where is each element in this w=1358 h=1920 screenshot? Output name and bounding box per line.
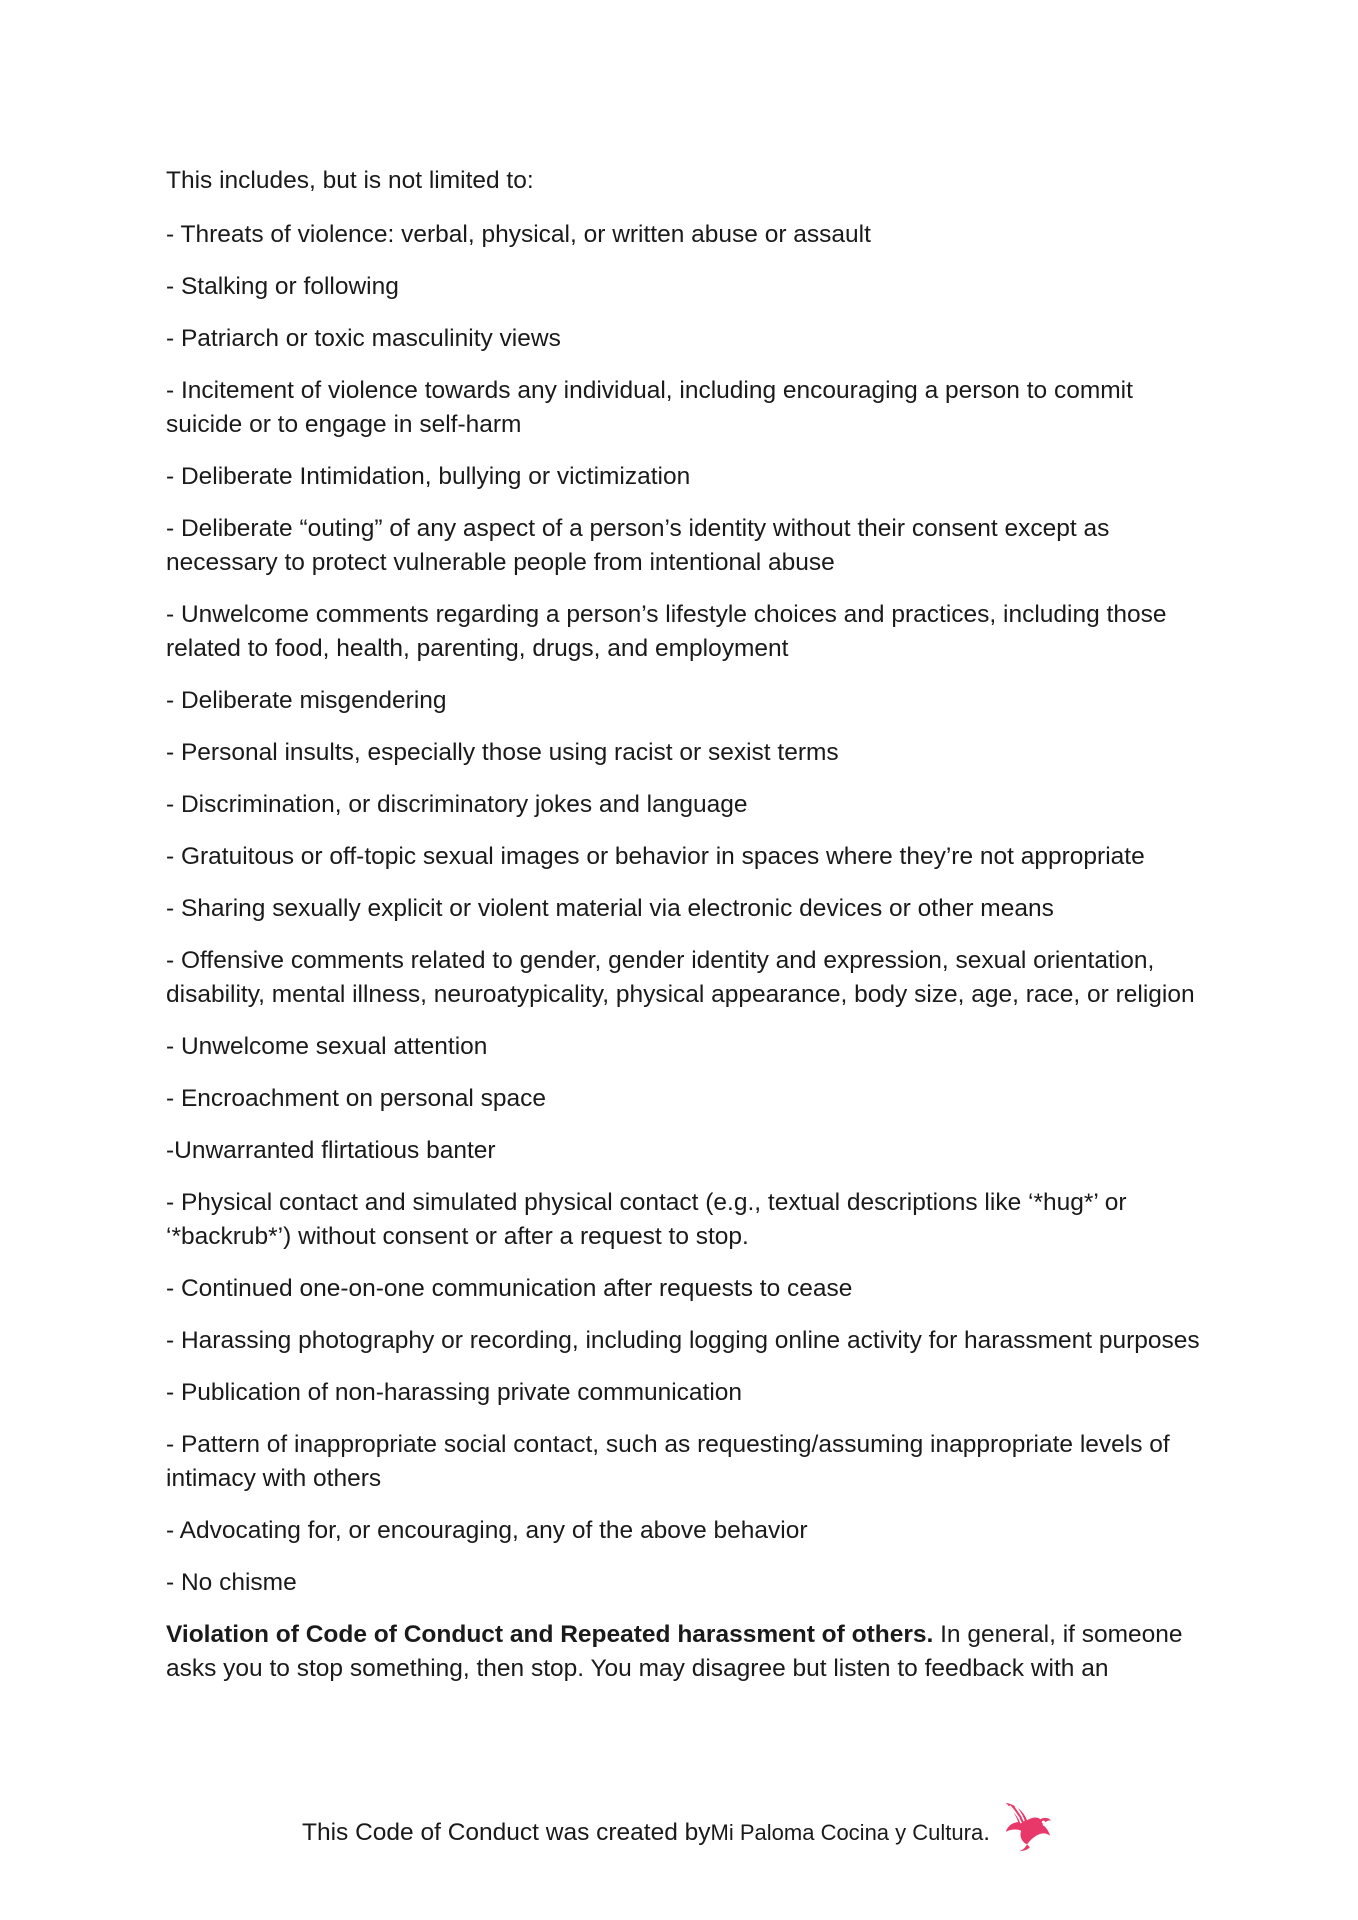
list-item: - No chisme	[166, 1569, 297, 1596]
footer-prefix: This Code of Conduct was created by	[301, 1819, 711, 1846]
violation-heading: Violation of Code of Conduct and Repeated harassment of others.	[166, 1621, 934, 1648]
page-footer	[0, 1808, 1358, 1858]
list-item: - Encroachment on personal space	[166, 1085, 546, 1112]
list-item: - Continued one-on-one communication after requests to cease	[166, 1275, 853, 1302]
list-item: - Personal insults, especially those using racist or sexist terms	[166, 739, 839, 766]
footer-org-name: Mi Paloma Cocina y Cultura	[710, 1820, 984, 1845]
list-item: - Threats of violence: verbal, physical, or written abuse or assault	[166, 221, 871, 248]
list-item: - Harassing photography or recording, including logging online activity for harassment purposes	[166, 1327, 1200, 1354]
footer-suffix: .	[983, 1819, 991, 1846]
list-item: - Unwelcome comments regarding a person’s lifestyle choices and practices, including those related to food, health, parenting, drugs, and employment	[166, 601, 1167, 662]
list-item: - Sharing sexually explicit or violent material via electronic devices or other means	[166, 895, 1054, 922]
list-item: - Incitement of violence towards any individual, including encouraging a person to commit suicide or to engage in self-harm	[166, 377, 1133, 438]
list-item: - Pattern of inappropriate social contact, such as requesting/assuming inappropriate levels of intimacy with others	[166, 1431, 1170, 1492]
violation-paragraph	[166, 1618, 1206, 1686]
list-item: - Discrimination, or discriminatory jokes and language	[166, 791, 748, 818]
list-item: -Unwarranted flirtatious banter	[166, 1137, 496, 1164]
list-item: - Offensive comments related to gender, gender identity and expression, sexual orientation, disability, mental illness, neuroatypicality, physical appearance, body size, age, race, or religion	[166, 947, 1195, 1008]
list-item: - Deliberate Intimidation, bullying or victimization	[166, 463, 691, 490]
conduct-list	[166, 218, 1206, 1600]
list-item: - Publication of non-harassing private communication	[166, 1379, 743, 1406]
dove-icon	[998, 1797, 1056, 1855]
list-item: - Deliberate misgendering	[166, 687, 447, 714]
intro-text: This includes, but is not limited to:	[166, 167, 534, 194]
list-item: - Unwelcome sexual attention	[166, 1033, 488, 1060]
document-body	[166, 164, 1206, 1704]
list-item: - Advocating for, or encouraging, any of the above behavior	[166, 1517, 808, 1544]
list-item: - Deliberate “outing” of any aspect of a person’s identity without their consent except as necessary to protect vulnerable people from intentional abuse	[166, 515, 1110, 576]
violation-text: In general, if someone asks you to stop something, then stop. You may disagree but listen to feedback with an	[166, 1621, 1183, 1682]
list-item: - Stalking or following	[166, 273, 399, 300]
list-item: - Patriarch or toxic masculinity views	[166, 325, 561, 352]
list-item: - Gratuitous or off-topic sexual images or behavior in spaces where they’re not appropriate	[166, 843, 1145, 870]
list-item: - Physical contact and simulated physical contact (e.g., textual descriptions like ‘*hug*’ or ‘*backrub*’) without consent or after a request to stop.	[166, 1189, 1127, 1250]
